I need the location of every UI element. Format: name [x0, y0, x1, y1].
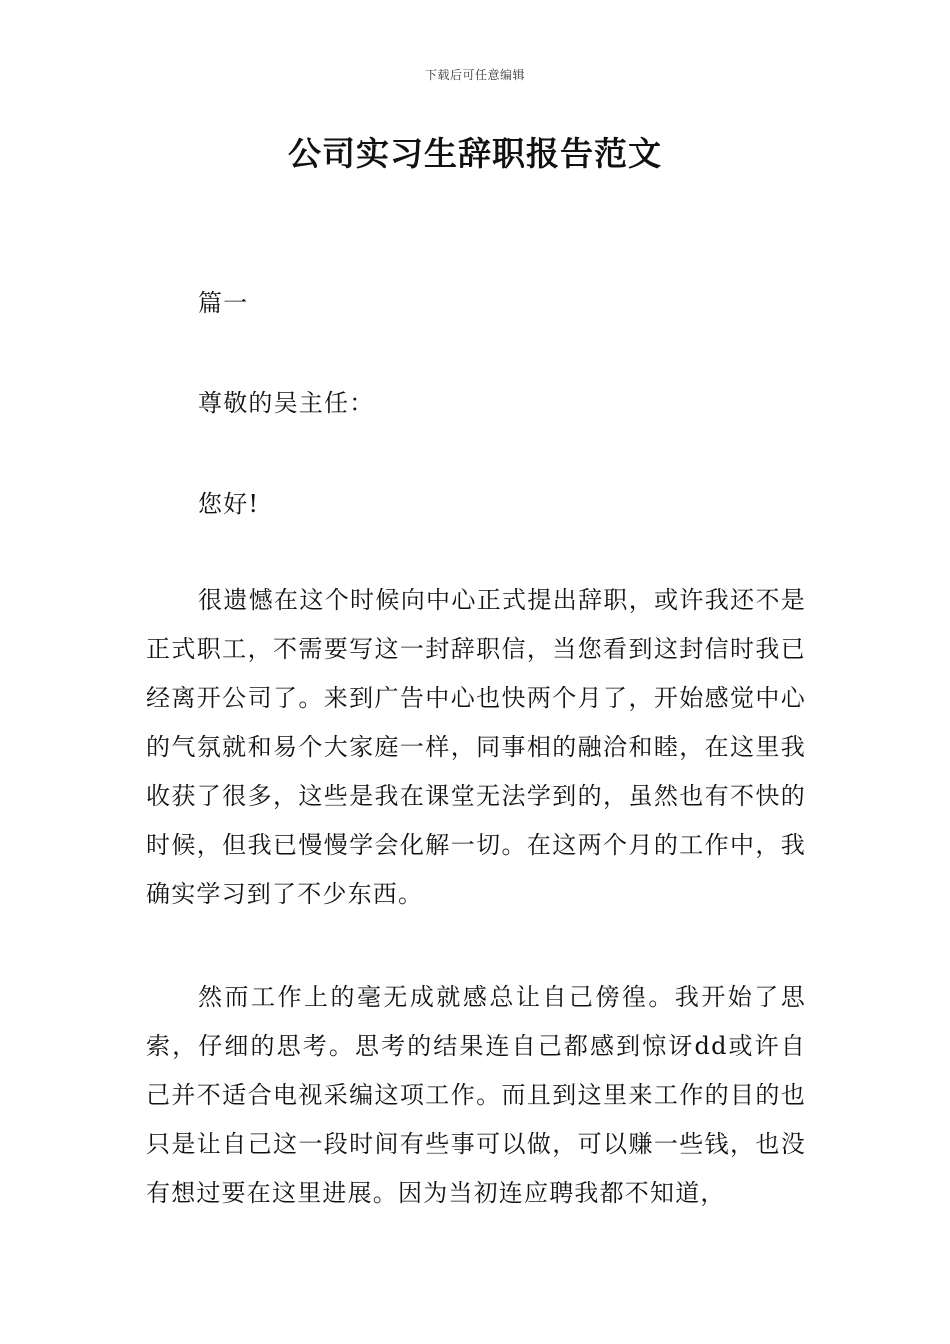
section-label: 篇一 — [198, 289, 249, 317]
paragraph-1-block — [146, 576, 806, 919]
greeting: 您好! — [198, 490, 260, 518]
header-note: 下载后可任意编辑 — [424, 68, 525, 82]
paragraph-1: 很遗憾在这个时候向中心正式提出辞职，或许我还不是正式职工，不需要写这一封辞职信，当您看到这封信时我已经离开公司了。来到广告中心也快两个月了，开始感觉中心的气氛就和易个大家庭一样，同事相的融洽和睦，在这里我收获了很多，这些是我在课堂无法学到的，虽然也有不快的时候，但我已慢慢学会化解一切。在这两个月的工作中，我确实学习到了不少东西。 — [146, 586, 806, 908]
paragraph-2-block — [146, 973, 806, 1218]
paragraph-2: 然而工作上的毫无成就感总让自己傍徨。我开始了思索，仔细的思考。思考的结果连自己都感到惊讶dd或许自己并不适合电视采编这项工作。而且到这里来工作的目的也只是让自己这一段时间有些事可以做，可以赚一些钱，也没有想过要在这里进展。因为当初连应聘我都不知道， — [146, 983, 806, 1207]
salutation: 尊敬的吴主任： — [198, 389, 375, 417]
document-title: 公司实习生辞职报告范文 — [288, 134, 662, 173]
